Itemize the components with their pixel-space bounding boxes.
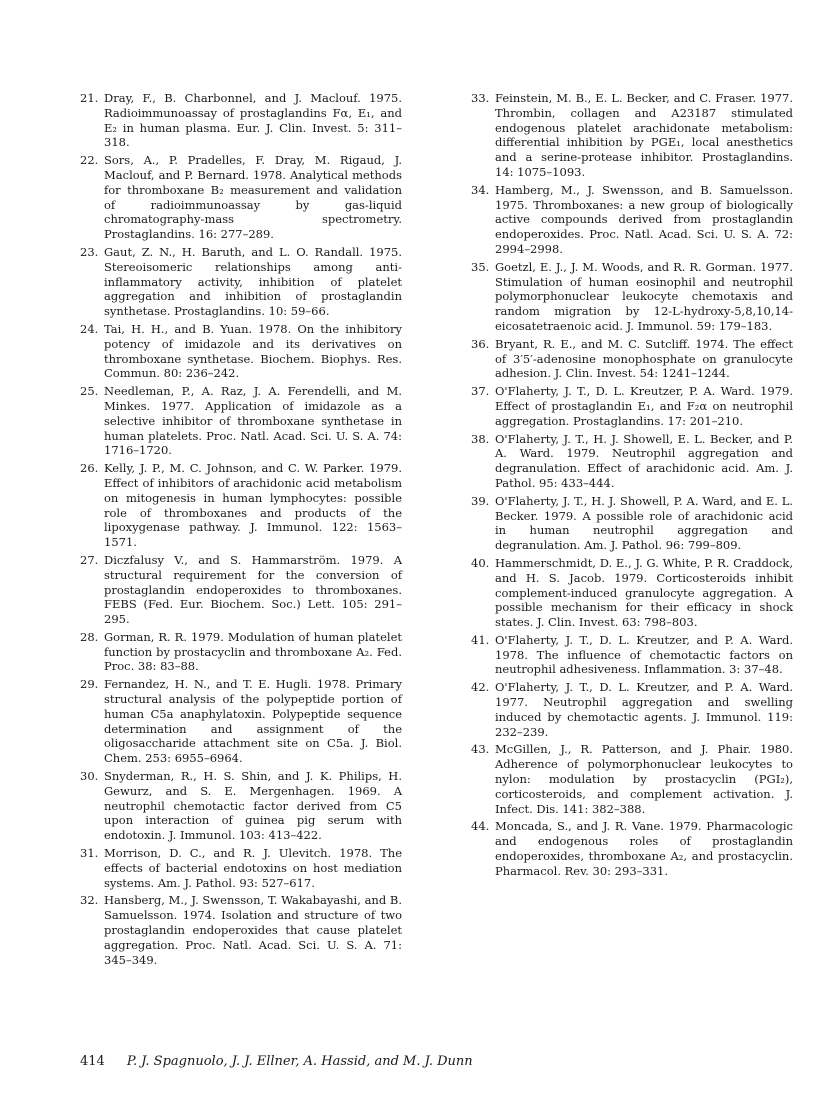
page-number: 414: [80, 1054, 105, 1069]
reference-number: 35.: [471, 259, 490, 274]
reference-text: O'Flaherty, J. T., D. L. Kreutzer, P. A. Ward. 1979. Effect of prostaglandin E₁, and F₂α on neutrophil aggregation. Prostaglandins. 17: 201–210.: [495, 384, 793, 428]
reference-item: [80, 553, 402, 627]
reference-item: [80, 461, 402, 550]
reference-text: Morrison, D. C., and R. J. Ulevitch. 1978. The effects of bacterial endotoxins on host mediation systems. Am. J. Pathol. 93: 527–617.: [104, 846, 402, 890]
reference-number: 34.: [471, 182, 490, 197]
reference-number: 29.: [80, 677, 99, 692]
reference-number: 38.: [471, 431, 490, 446]
reference-number: 21.: [80, 91, 99, 105]
reference-item: [80, 677, 402, 766]
reference-number: 31.: [80, 846, 99, 861]
reference-text: Bryant, R. E., and M. C. Sutcliff. 1974. The effect of 3′5′-adenosine monophosphate on granulocyte adhesion. J. Clin. Invest. 54: 1241–1244.: [495, 336, 793, 381]
reference-item: [471, 680, 793, 739]
reference-item: [80, 384, 402, 458]
reference-item: [80, 245, 402, 319]
reference-number: 43.: [471, 742, 490, 757]
reference-text: Moncada, S., and J. R. Vane. 1979. Pharmacologic and endogenous roles of prostaglandin endoperoxides, thromboxane A₂, and prostacyclin. Pharmacol. Rev. 30: 293–331.: [495, 819, 793, 878]
reference-item: [471, 183, 793, 257]
reference-text: Sors, A., P. Pradelles, F. Dray, M. Rigaud, J. Maclouf, and P. Bernard. 1978. Analytical methods for thromboxane B₂ measurement and validation of radioimmunoassay by gas-liquid chromatography-mass spectrometry. Prostaglandins. 16: 277–289.: [104, 153, 402, 242]
page-footer: [80, 1054, 473, 1069]
reference-text: Diczfalusy V., and S. Hammarström. 1979. A structural requirement for the conversion of prostaglandin endoperoxides to thromboxanes. FEBS (Fed. Eur. Biochem. Soc.) Lett. 105: 291–295.: [104, 552, 402, 627]
reference-text: Feinstein, M. B., E. L. Becker, and C. Fraser. 1977. Thrombin, collagen and A23187 stimulated endogenous platelet arachidonate metabolism: differential inhibition by PGE₁, local anesthetics and a serine-protease inhibitor. Prostaglandins. 14: 1075–1093.: [495, 91, 793, 179]
reference-number: 44.: [471, 819, 490, 834]
reference-item: [471, 260, 793, 334]
reference-number: 37.: [471, 384, 490, 399]
reference-number: 27.: [80, 552, 99, 567]
reference-item: [471, 337, 793, 381]
reference-item: [471, 556, 793, 630]
reference-column-right: [471, 91, 793, 882]
reference-number: 33.: [471, 91, 490, 105]
reference-item: [471, 494, 793, 553]
reference-text: Fernandez, H. N., and T. E. Hugli. 1978. Primary structural analysis of the polypeptide portion of human C5a anaphylatoxin. Polypeptide sequence determination and assignment of the oligosaccharide attachment site on C5a. J. Biol. Chem. 253: 6955–6964.: [104, 677, 402, 766]
reference-item: [471, 91, 793, 180]
reference-item: [80, 91, 402, 150]
running-authors: P. J. Spagnuolo, J. J. Ellner, A. Hassid, and M. J. Dunn: [126, 1054, 473, 1069]
reference-item: [471, 633, 793, 677]
reference-number: 23.: [80, 244, 99, 259]
reference-item: [471, 384, 793, 428]
reference-text: Hamberg, M., J. Swensson, and B. Samuelsson. 1975. Thromboxanes: a new group of biologically active compounds derived from prostaglandin endoperoxides. Proc. Natl. Acad. Sci. U. S. A. 72: 2994–2998.: [495, 182, 793, 256]
reference-number: 40.: [471, 555, 490, 570]
reference-item: [80, 153, 402, 242]
reference-text: McGillen, J., R. Patterson, and J. Phair. 1980. Adherence of polymorphonuclear leukocytes to nylon: modulation by prostacyclin (PGI₂), corticosteroids, and complement activation. J. Infect. Dis. 141: 382–388.: [495, 742, 793, 816]
reference-number: 24.: [80, 321, 99, 336]
reference-text: Tai, H. H., and B. Yuan. 1978. On the inhibitory potency of imidazole and its derivatives on thromboxane synthetase. Biochem. Biophys. Res. Commun. 80: 236–242.: [104, 321, 402, 381]
reference-number: 39.: [471, 493, 490, 508]
reference-text: O'Flaherty, J. T., D. L. Kreutzer, and P. A. Ward. 1978. The influence of chemotactic factors on neutrophil adhesiveness. Inflammation. 3: 37–48.: [495, 632, 793, 677]
reference-item: [80, 846, 402, 890]
reference-item: [80, 893, 402, 967]
reference-text: Dray, F., B. Charbonnel, and J. Maclouf. 1975. Radioimmunoassay of prostaglandins Fα, E₁, and E₂ in human plasma. Eur. J. Clin. Invest. 5: 311–318.: [104, 91, 402, 150]
reference-column-left: [80, 91, 402, 970]
reference-number: 32.: [80, 893, 99, 908]
reference-item: [471, 819, 793, 878]
reference-text: Hammerschmidt, D. E., J. G. White, P. R. Craddock, and H. S. Jacob. 1979. Corticosteroids inhibit complement-induced granulocyte aggregation. A possible mechanism for their efficacy in shock states. J. Clin. Invest. 63: 798–803.: [495, 555, 793, 630]
reference-text: Gorman, R. R. 1979. Modulation of human platelet function by prostacyclin and thromboxane A₂. Fed. Proc. 38: 83–88.: [104, 629, 402, 674]
reference-text: Gaut, Z. N., H. Baruth, and L. O. Randall. 1975. Stereoisomeric relationships among anti-inflammatory activity, inhibition of platelet aggregation and inhibition of prostaglandin synthetase. Prostaglandins. 10: 59–66.: [104, 244, 402, 319]
reference-number: 41.: [471, 632, 490, 647]
reference-text: Hansberg, M., J. Swensson, T. Wakabayashi, and B. Samuelsson. 1974. Isolation and structure of two prostaglandin endoperoxides that cause platelet aggregation. Proc. Natl. Acad. Sci. U. S. A. 71: 345–349.: [104, 893, 402, 967]
reference-number: 36.: [471, 336, 490, 351]
reference-item: [80, 769, 402, 843]
reference-item: [80, 322, 402, 381]
reference-text: Goetzl, E. J., J. M. Woods, and R. R. Gorman. 1977. Stimulation of human eosinophil and neutrophil polymorphonuclear leukocyte chemotaxis and random migration by 12-L-hydroxy-5,8,10,14-eicosatetraenoic acid. J. Immunol. 59: 179–183.: [495, 259, 793, 333]
reference-number: 25.: [80, 384, 99, 399]
reference-text: Needleman, P., A. Raz, J. A. Ferendelli, and M. Minkes. 1977. Application of imidazole as a selective inhibitor of thromboxane synthetase in human platelets. Proc. Natl. Acad. Sci. U. S. A. 74: 1716–1720.: [104, 384, 402, 458]
reference-item: [471, 432, 793, 491]
reference-number: 22.: [80, 153, 99, 168]
reference-text: O'Flaherty, J. T., H. J. Showell, E. L. Becker, and P. A. Ward. 1979. Neutrophil aggregation and degranulation. Effect of arachidonic acid. Am. J. Pathol. 95: 433–444.: [495, 431, 793, 490]
reference-number: 30.: [80, 769, 99, 784]
reference-text: Snyderman, R., H. S. Shin, and J. K. Philips, H. Gewurz, and S. E. Mergenhagen. 1969. A neutrophil chemotactic factor derived from C5 upon interaction of guinea pig serum with endotoxin. J. Immunol. 103: 413–422.: [104, 769, 402, 843]
reference-text: O'Flaherty, J. T., H. J. Showell, P. A. Ward, and E. L. Becker. 1979. A possible role of arachidonic acid in human neutrophil aggregation and degranulation. Am. J. Pathol. 96: 799–809.: [495, 493, 793, 553]
reference-number: 28.: [80, 629, 99, 644]
reference-text: Kelly, J. P., M. C. Johnson, and C. W. Parker. 1979. Effect of inhibitors of arachidonic acid metabolism on mitogenesis in human lymphocytes: possible role of thromboxanes and products of the lipoxygenase pathway. J. Immunol. 122: 1563–1571.: [104, 461, 402, 550]
reference-number: 42.: [471, 680, 490, 695]
reference-item: [471, 742, 793, 816]
reference-number: 26.: [80, 461, 99, 476]
reference-item: [80, 630, 402, 674]
reference-text: O'Flaherty, J. T., D. L. Kreutzer, and P. A. Ward. 1977. Neutrophil aggregation and swelling induced by chemotactic agents. J. Immunol. 119: 232–239.: [495, 680, 793, 739]
